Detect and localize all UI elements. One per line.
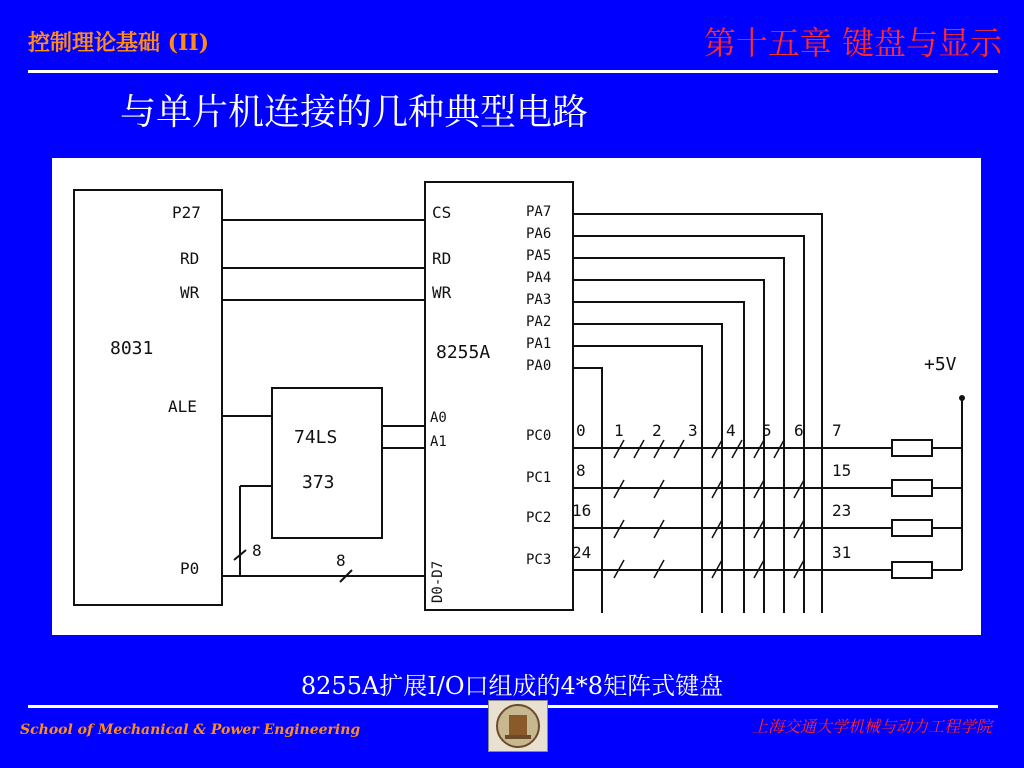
latch-74ls373-box	[272, 388, 382, 538]
ppi-data-bus: D0-D7	[430, 560, 446, 603]
key-number: 3	[688, 421, 698, 440]
ppi-name: 8255A	[436, 342, 491, 363]
ppi-pin-pa0: PA0	[526, 358, 552, 374]
key-number: 7	[832, 421, 842, 440]
ppi-pin-pa5: PA5	[526, 248, 552, 264]
ppi-pin-rd: RD	[432, 249, 452, 268]
ppi-pin-pc1: PC1	[526, 470, 552, 486]
mcu-pin-wr: WR	[180, 283, 200, 302]
mcu-pin-p0: P0	[180, 559, 200, 578]
key-number: 5	[762, 421, 772, 440]
supply-node	[959, 395, 965, 401]
key-number: 1	[614, 421, 624, 440]
key-number: 4	[726, 421, 736, 440]
ppi-pin-pc0: PC0	[526, 428, 552, 444]
key-number: 23	[832, 501, 852, 520]
circuit-svg	[52, 158, 981, 635]
supply-label: +5V	[924, 354, 957, 375]
latch-name-line1: 74LS	[294, 427, 338, 448]
institute-name: 上海交通大学机械与动力工程学院	[751, 717, 992, 736]
mcu-pin-ale: ALE	[168, 397, 197, 416]
header-divider	[28, 70, 998, 73]
ppi-pin-wr: WR	[432, 283, 452, 302]
key-number: 24	[572, 543, 592, 562]
key-number: 2	[652, 421, 662, 440]
latch-name-line2: 373	[302, 472, 335, 493]
chapter-title: 第十五章 键盘与显示	[703, 24, 1002, 62]
ppi-pin-pa3: PA3	[526, 292, 552, 308]
ppi-pin-pa7: PA7	[526, 204, 552, 220]
figure-caption: 8255A扩展I/O口组成的4*8矩阵式键盘	[300, 672, 724, 700]
circuit-diagram	[52, 158, 981, 635]
bus-width-label: 8	[336, 551, 346, 570]
course-title: 控制理论基础 (II)	[28, 30, 210, 56]
ppi-pin-pa4: PA4	[526, 270, 552, 286]
ppi-pin-a0: A0	[430, 410, 447, 426]
school-name: School of Mechanical & Power Engineering	[20, 722, 361, 738]
key-number: 31	[832, 543, 852, 562]
key-number: 15	[832, 461, 852, 480]
key-number: 6	[794, 421, 804, 440]
slide-title: 与单片机连接的几种典型电路	[120, 92, 589, 133]
key-number: 16	[572, 501, 592, 520]
ppi-pin-pa2: PA2	[526, 314, 552, 330]
mcu-name: 8031	[110, 338, 154, 359]
key-number: 8	[576, 461, 586, 480]
ppi-8255a-box	[425, 182, 573, 610]
mcu-8031-box	[74, 190, 222, 605]
ppi-pin-pc3: PC3	[526, 552, 552, 568]
ppi-pin-pc2: PC2	[526, 510, 552, 526]
ppi-pin-a1: A1	[430, 434, 447, 450]
ppi-pin-cs: CS	[432, 203, 452, 222]
key-number: 0	[576, 421, 586, 440]
ppi-pin-pa6: PA6	[526, 226, 552, 242]
university-logo	[488, 700, 548, 752]
ppi-pin-pa1: PA1	[526, 336, 552, 352]
mcu-pin-p27: P27	[172, 203, 201, 222]
bus-width-label: 8	[252, 541, 262, 560]
mcu-pin-rd: RD	[180, 249, 200, 268]
